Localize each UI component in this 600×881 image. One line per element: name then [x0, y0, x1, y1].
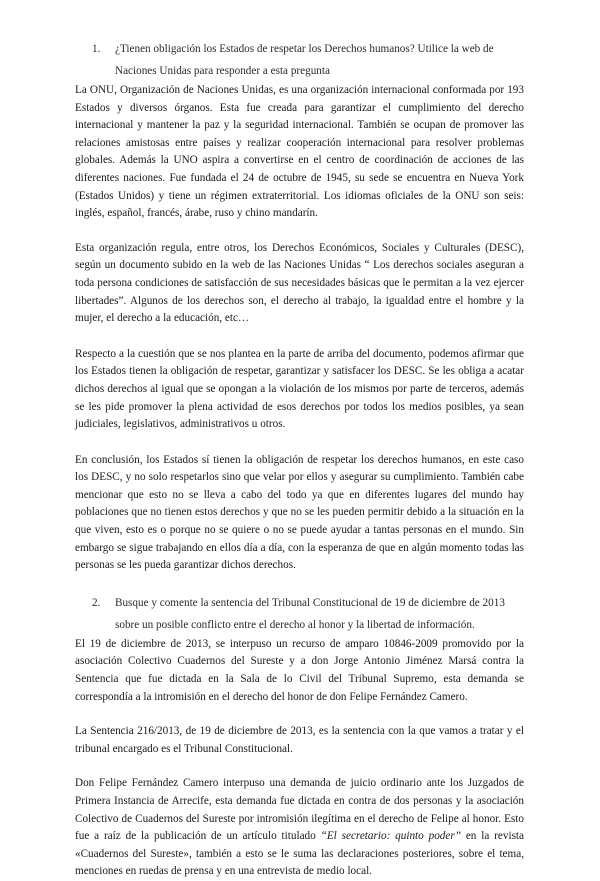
- paragraph: [75, 775, 524, 881]
- paragraph: El 19 de diciembre de 2013, se interpuso un recurso de amparo 10846-2009 promovido por la asociación Colectivo Cuadernos del Sureste y a don Jorge Antonio Jiménez Marsá contra la Sentencia que fue dictada en la Sala de lo Civil del Tribunal Supremo, esta demanda se correspondía a la intromisión en el derecho del honor de don Felipe Fernández Camero.: [75, 637, 524, 703]
- paragraph: Esta organización regula, entre otros, los Derechos Económicos, Sociales y Culturales (DESC), según un documento subido en la web de las Naciones Unidas “ Los derechos sociales aseguran a toda persona condiciones de satisfacción de sus necesidades básicas que le permitan a la vez ejercer libertades”. Algunos de los derechos son, el derecho al trabajo, la igualdad entre el hombre y la mujer, el derecho a la educación, etc…: [75, 241, 524, 325]
- question-1: [75, 38, 524, 82]
- paragraph-text: Don Felipe Fernández Camero interpuso una demanda de juicio ordinario ante los Juzgados de Primera Instancia de Arrecife, esta demanda fue dictada en contra de dos personas y la asociación Colectivo de Cuadernos del Sureste por intromisión ilegítima en el derecho de Felipe al honor. Esto fue a raíz de la publicación de un artículo titulado: [75, 777, 524, 843]
- question-text: Busque y comente la sentencia del Tribunal Constitucional de 19 de diciembre de 2013 sobre un posible conflicto entre el derecho al honor y la libertad de información.: [115, 596, 505, 631]
- article-title: “El secretario: quinto poder”: [320, 830, 461, 843]
- paragraph: La ONU, Organización de Naciones Unidas, es una organización internacional conformada por 193 Estados y diversos órganos. Esta fue creada para garantizar el cumplimiento del derecho internacional y mantener la paz y la seguridad internacional. También se ocupan de promover las relaciones amistosas entre países y realizar cooperación internacional para resolver problemas globales. Además la UNO aspira a convertirse en el centro de coordinación de acciones de las diferentes naciones. Fue fundada el 24 de octubre de 1945, su sede se encuentra en Nueva York (Estados Unidos) y tiene un régimen extraterritorial. Los idiomas oficiales de la ONU son seis: inglés, español, francés, árabe, ruso y chino mandarín.: [75, 84, 524, 220]
- paragraph: La Sentencia 216/2013, de 19 de diciembre de 2013, es la sentencia con la que vamos a tratar y el tribunal encargado es el Tribunal Constitucional.: [75, 725, 524, 755]
- paragraph: En conclusión, los Estados sí tienen la obligación de respetar los derechos humanos, en este caso los DESC, y no solo respetarlos sino que velar por ellos y asegurar su cumplimiento. También cabe mencionar que esto no se lleva a cabo del todo ya que en diferentes lugares del mundo hay poblaciones que no tienen estos derechos y que no se les pueden permitir debido a la situación en la que viven, esto es o porque no se quiere o no se puede ayudar a tantas personas en el mundo. Sin embargo se sigue trabajando en ellos día a día, con la esperanza de que en algún momento todas las personas se les pueda garantizar dichos derechos.: [75, 453, 524, 572]
- question-number: 2.: [92, 596, 101, 609]
- question-2: [75, 592, 524, 636]
- paragraph-text: en la revista «Cuadernos del Sureste», también a esto se le suma las declaraciones posteriores, sobre el tema, menciones en ruedas de prensa y en una entrevista de medio local.: [75, 830, 525, 878]
- question-number: 1.: [92, 43, 101, 55]
- question-text: ¿Tienen obligación los Estados de respetar los Derechos humanos? Utilice la web de Naciones Unidas para responder a esta pregunta: [115, 43, 494, 77]
- paragraph: Respecto a la cuestión que se nos plantea en la parte de arriba del documento, podemos afirmar que los Estados tienen la obligación de respetar, garantizar y satisfacer los DESC. Se les obliga a acatar dichos derechos al igual que se opongan a la violación de los mismos por parte de terceros, además se les pide promover la plena actividad de esos derechos por todos los medios posibles, ya sean judiciales, legislativos, administrativos u otros.: [75, 347, 524, 431]
